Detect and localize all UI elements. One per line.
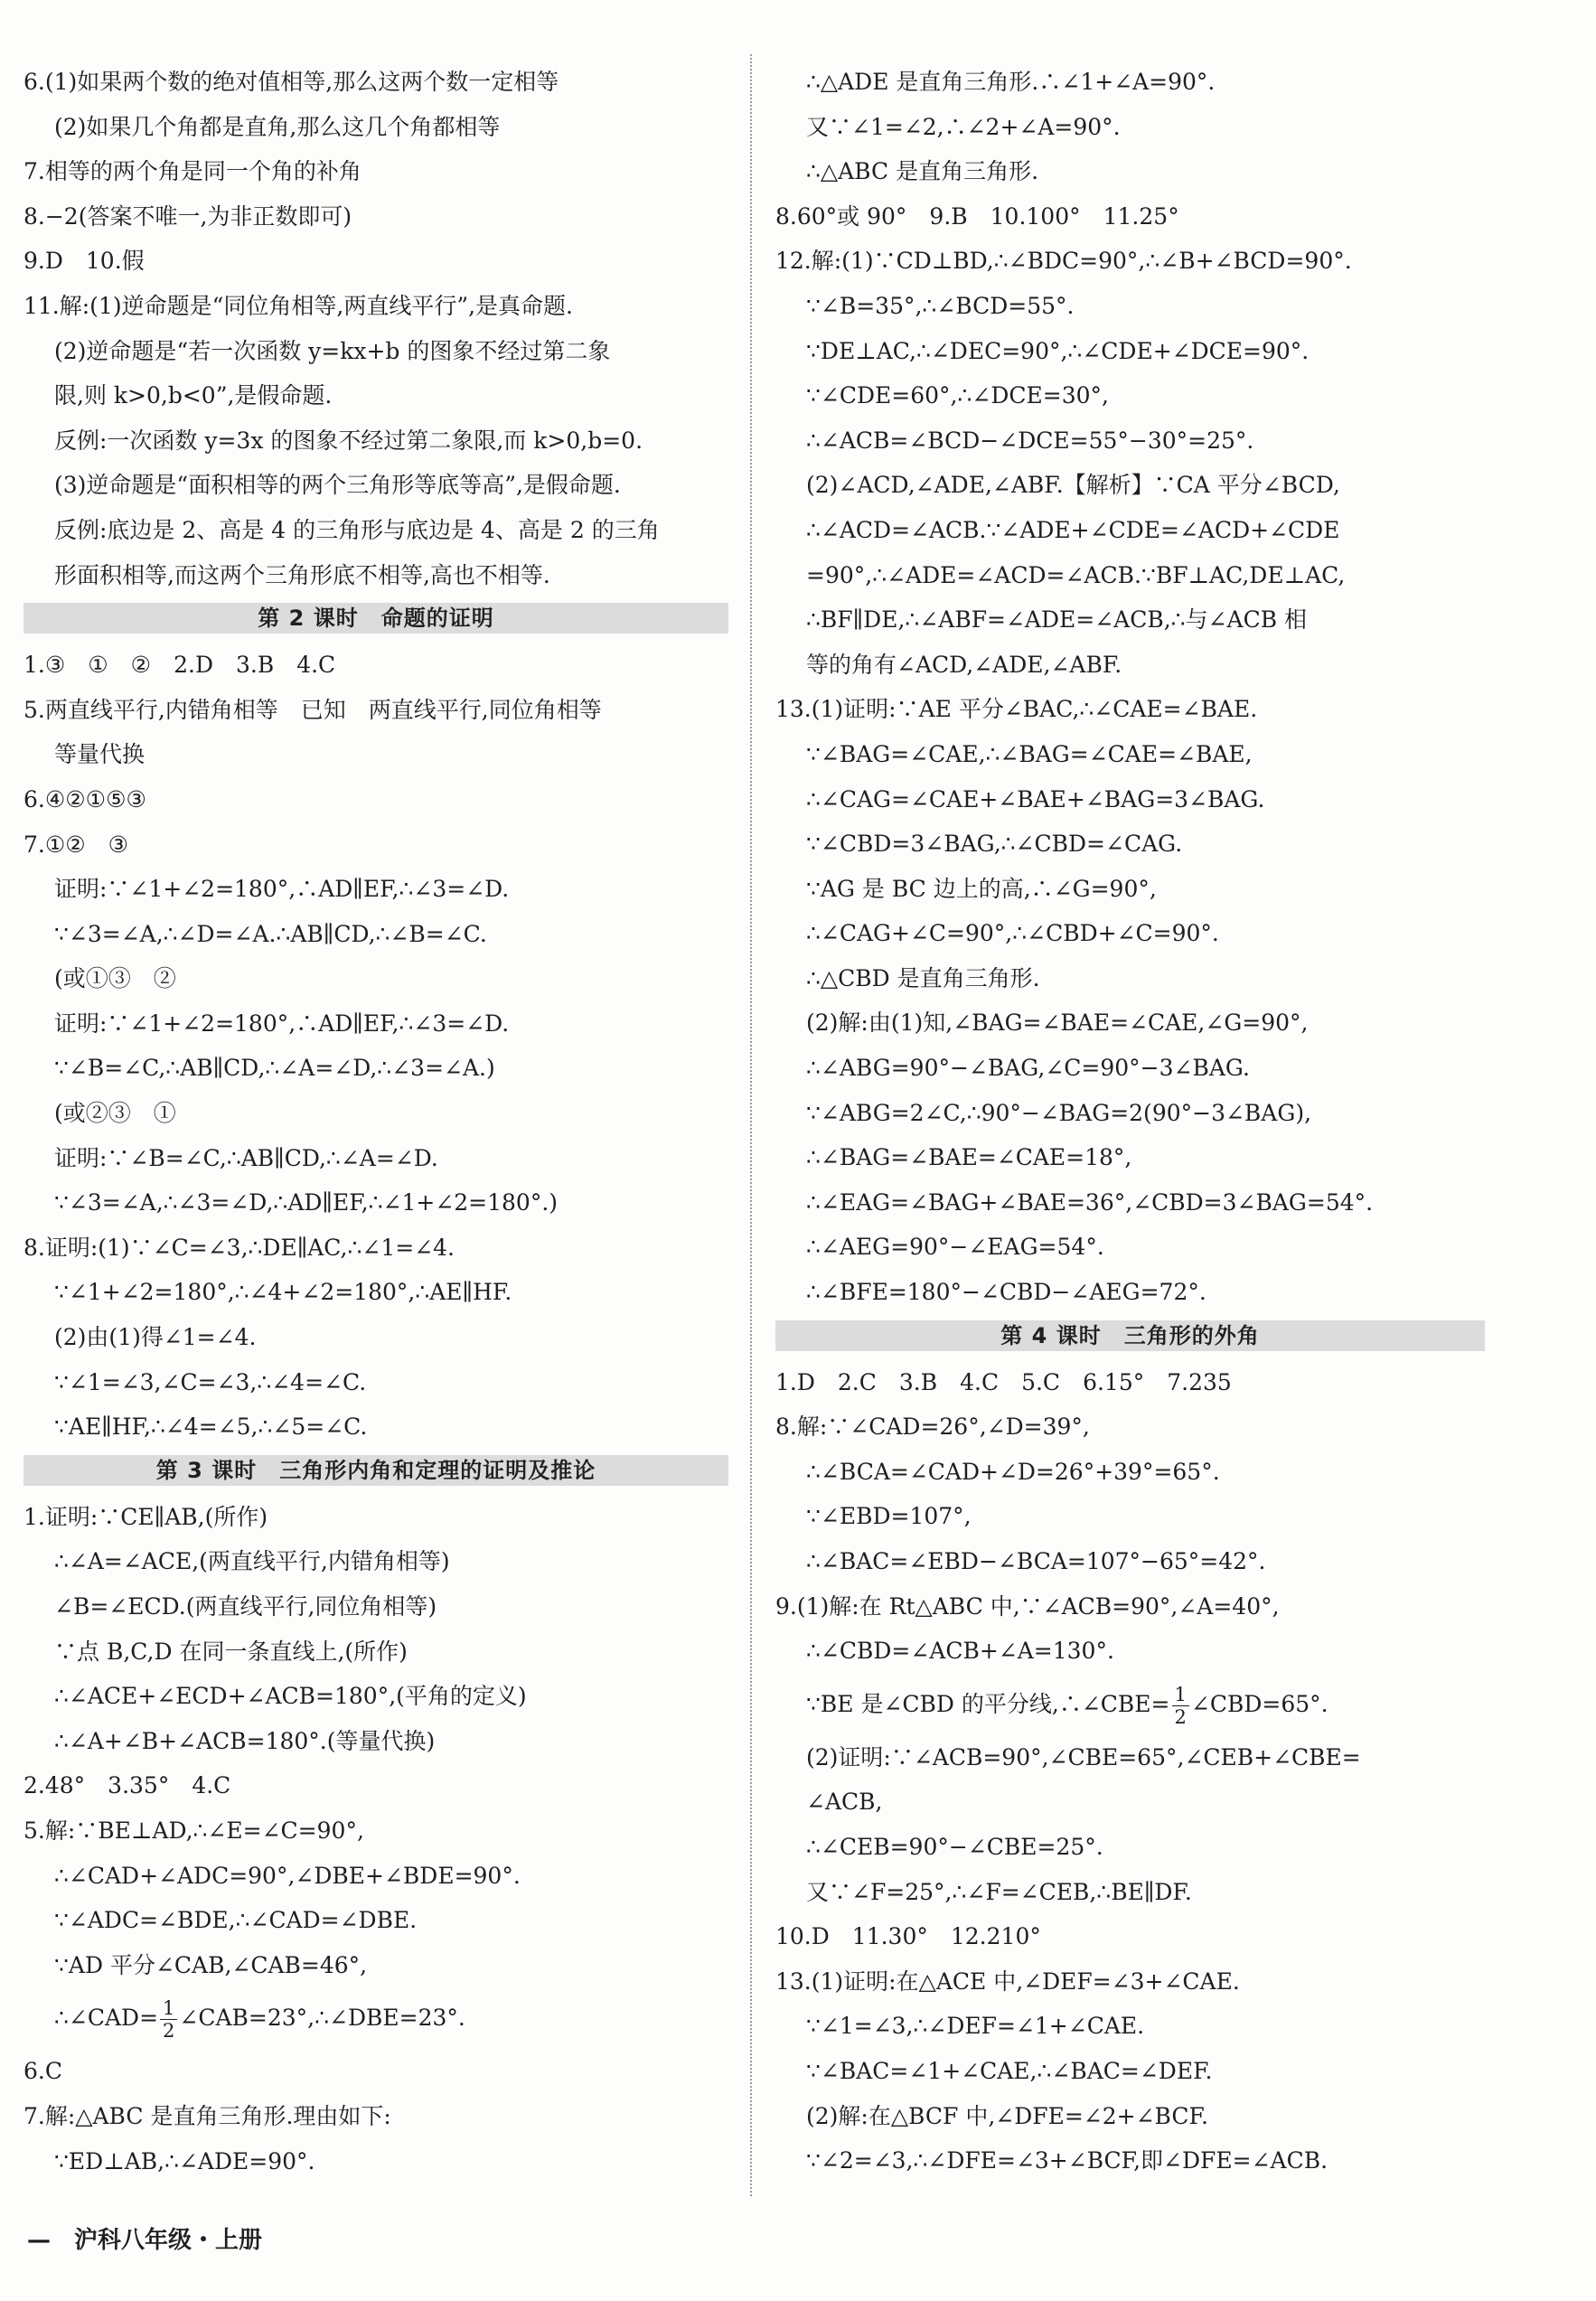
answer-line: ∴∠CAG=∠CAE+∠BAE+∠BAG=3∠BAG. (806, 785, 1265, 812)
answer-line: 等的角有∠ACD,∠ADE,∠ABF. (806, 651, 1122, 678)
answer-line: 9.D 10.假 (23, 248, 145, 275)
answer-line: =90°,∴∠ADE=∠ACD=∠ACB.∵BF⊥AC,DE⊥AC, (806, 561, 1346, 588)
answer-line: ∠ACB, (806, 1789, 883, 1816)
answer-line: ∴∠BAG=∠BAE=∠CAE=18°, (806, 1144, 1132, 1171)
answer-line: ∴∠AEG=90°−∠EAG=54°. (806, 1234, 1104, 1261)
answer-line: 证明:∵∠B=∠C,∴AB∥CD,∴∠A=∠D. (54, 1144, 438, 1171)
answer-line: (2)∠ACD,∠ADE,∠ABF.【解析】∵CA 平分∠BCD, (806, 472, 1340, 499)
answer-line: ∵∠ADC=∠BDE,∴∠CAD=∠DBE. (54, 1907, 418, 1934)
answer-line: 13.(1)证明:在△ACE 中,∠DEF=∠3+∠CAE. (775, 1968, 1240, 1995)
answer-line: ∠B=∠ECD.(两直线平行,同位角相等) (54, 1593, 437, 1620)
answer-line: ∴∠ACD=∠ACB.∵∠ADE+∠CDE=∠ACD+∠CDE (806, 516, 1340, 543)
answer-line: 又∵∠1=∠2,∴∠2+∠A=90°. (806, 113, 1121, 140)
answer-line: (或②③ ① (54, 1100, 176, 1127)
answer-line: ∵∠CBD=3∠BAG,∴∠CBD=∠CAG. (806, 831, 1183, 858)
right-column (775, 60, 1485, 2184)
answer-line: 8.证明:(1)∵∠C=∠3,∴DE∥AC,∴∠1=∠4. (23, 1234, 455, 1261)
answer-line: ∵∠EBD=107°, (806, 1503, 972, 1530)
fraction-line-prefix: ∴∠CAD= (54, 2005, 159, 2032)
answer-line: ∴△ADE 是直角三角形.∴∠1+∠A=90°. (806, 69, 1216, 95)
section-header-lesson-3: 第 3 课时 三角形内角和定理的证明及推论 (23, 1455, 728, 1486)
answer-line: 5.解:∵BE⊥AD,∴∠E=∠C=90°, (23, 1817, 364, 1844)
section-header-lesson-2: 第 2 课时 命题的证明 (23, 603, 728, 634)
answer-line: 8.60°或 90° 9.B 10.100° 11.25° (775, 202, 1179, 230)
answer-line: (3)逆命题是“面积相等的两个三角形等底等高”,是假命题. (54, 472, 621, 499)
answer-line-with-fraction (23, 1987, 728, 2049)
answer-line: 9.(1)解:在 Rt△ABC 中,∵∠ACB=90°,∠A=40°, (775, 1592, 1280, 1620)
answer-line: ∵AD 平分∠CAB,∠CAB=46°, (54, 1951, 368, 1978)
answer-line: ∴∠CBD=∠ACB+∠A=130°. (806, 1638, 1114, 1665)
answer-line: ∵∠3=∠A,∴∠D=∠A.∴AB∥CD,∴∠B=∠C. (54, 920, 487, 947)
answer-line: ∴∠A+∠B+∠ACB=180°.(等量代换) (54, 1727, 436, 1754)
fraction-line-suffix: ∠CBD=65°. (1190, 1690, 1328, 1717)
answer-line: ∴∠EAG=∠BAG+∠BAE=36°,∠CBD=3∠BAG=54°. (806, 1188, 1374, 1216)
answer-line: 1.证明:∵CE∥AB,(所作) (23, 1503, 268, 1530)
fraction-numerator: 1 (1172, 1684, 1189, 1706)
answer-line: ∵AG 是 BC 边上的高,∴∠G=90°, (806, 875, 1157, 902)
answer-line: (2)如果几个角都是直角,那么这几个角都相等 (54, 113, 501, 140)
answer-line: 1.D 2.C 3.B 4.C 5.C 6.15° 7.235 (775, 1368, 1232, 1395)
page-footer: — 沪科八年级・上册 (27, 2227, 263, 2254)
fraction-line-suffix: ∠CAB=23°,∴∠DBE=23°. (179, 2005, 465, 2032)
answer-line: 又∵∠F=25°,∴∠F=∠CEB,∴BE∥DF. (806, 1878, 1192, 1905)
answer-line: (或①③ ② (54, 965, 176, 992)
answer-line: (2)解:由(1)知,∠BAG=∠BAE=∠CAE,∠G=90°, (806, 1010, 1309, 1037)
answer-line: ∴∠CAD+∠ADC=90°,∠DBE+∠BDE=90°. (54, 1862, 521, 1889)
answer-line: 7.解:△ABC 是直角三角形.理由如下: (23, 2102, 391, 2129)
answer-line: ∴∠ACB=∠BCD−∠DCE=55°−30°=25°. (806, 427, 1254, 454)
answer-line: ∵∠2=∠3,∴∠DFE=∠3+∠BCF,即∠DFE=∠ACB. (806, 2147, 1328, 2174)
fraction-denominator: 2 (163, 2020, 175, 2043)
answer-line: 反例:底边是 2、高是 4 的三角形与底边是 4、高是 2 的三角 (54, 516, 660, 543)
answer-line: 7.①② ③ (23, 831, 129, 858)
answer-line: ∵∠B=∠C,∴AB∥CD,∴∠A=∠D,∴∠3=∠A.) (54, 1055, 495, 1082)
answer-line: ∴BF∥DE,∴∠ABF=∠ADE=∠ACB,∴与∠ACB 相 (806, 606, 1308, 634)
answer-line: 1.③ ① ② 2.D 3.B 4.C (23, 652, 336, 679)
left-column (23, 60, 728, 2184)
answer-line: ∴∠ACE+∠ECD+∠ACB=180°,(平角的定义) (54, 1683, 527, 1710)
answer-line: ∵AE∥HF,∴∠4=∠5,∴∠5=∠C. (54, 1413, 368, 1441)
answer-line: 证明:∵∠1+∠2=180°,∴AD∥EF,∴∠3=∠D. (54, 1010, 510, 1037)
answer-line: (2)证明:∵∠ACB=90°,∠CBE=65°,∠CEB+∠CBE= (806, 1743, 1361, 1770)
answer-line: ∵∠3=∠A,∴∠3=∠D,∴AD∥EF,∴∠1+∠2=180°.) (54, 1189, 559, 1216)
answer-line: 7.相等的两个角是同一个角的补角 (23, 158, 361, 185)
fraction-one-half (1172, 1684, 1189, 1728)
answer-line: ∵∠ABG=2∠C,∴90°−∠BAG=2(90°−3∠BAG), (806, 1099, 1312, 1126)
answer-line: ∵∠1=∠3,∴∠DEF=∠1+∠CAE. (806, 2013, 1145, 2040)
answer-line: ∴∠ABG=90°−∠BAG,∠C=90°−3∠BAG. (806, 1055, 1250, 1082)
answer-line: 形面积相等,而这两个三角形底不相等,高也不相等. (54, 561, 550, 588)
answer-line: 等量代换 (54, 741, 146, 768)
answer-line: ∴∠BAC=∠EBD−∠BCA=107°−65°=42°. (806, 1548, 1266, 1574)
answer-line: 8.解:∵∠CAD=26°,∠D=39°, (775, 1413, 1090, 1441)
answer-line: 13.(1)证明:∵AE 平分∠BAC,∴∠CAE=∠BAE. (775, 696, 1258, 723)
answer-line: 10.D 11.30° 12.210° (775, 1923, 1041, 1950)
answer-line: 6.④②①⑤③ (23, 785, 146, 812)
answer-line: 11.解:(1)逆命题是“同位角相等,两直线平行”,是真命题. (23, 292, 573, 319)
fraction-one-half (160, 1997, 177, 2042)
answer-line: ∴∠BCA=∠CAD+∠D=26°+39°=65°. (806, 1458, 1220, 1485)
answer-line: 12.解:(1)∵CD⊥BD,∴∠BDC=90°,∴∠B+∠BCD=90°. (775, 248, 1352, 275)
answer-line: ∴△ABC 是直角三角形. (806, 158, 1039, 185)
answer-line: 5.两直线平行,内错角相等 已知 两直线平行,同位角相等 (23, 696, 602, 723)
answer-line: (2)逆命题是“若一次函数 y=kx+b 的图象不经过第二象 (54, 337, 611, 364)
answer-line: ∵∠BAG=∠CAE,∴∠BAG=∠CAE=∠BAE, (806, 740, 1253, 767)
answer-line: ∴△CBD 是直角三角形. (806, 964, 1040, 991)
answer-line: 6.(1)如果两个数的绝对值相等,那么这两个数一定相等 (23, 69, 559, 95)
fraction-numerator: 1 (160, 1997, 177, 2020)
section-header-lesson-4: 第 4 课时 三角形的外角 (775, 1320, 1485, 1351)
answer-line: 证明:∵∠1+∠2=180°,∴AD∥EF,∴∠3=∠D. (54, 876, 510, 903)
answer-line: 2.48° 3.35° 4.C (23, 1772, 231, 1799)
answer-line: ∵点 B,C,D 在同一条直线上,(所作) (54, 1638, 408, 1665)
answer-line: ∵DE⊥AC,∴∠DEC=90°,∴∠CDE+∠DCE=90°. (806, 337, 1310, 364)
answer-line: ∵∠B=35°,∴∠BCD=55°. (806, 292, 1075, 319)
answer-line: ∵∠1=∠3,∠C=∠3,∴∠4=∠C. (54, 1368, 367, 1395)
answer-line: ∴∠BFE=180°−∠CBD−∠AEG=72°. (806, 1279, 1206, 1306)
answer-line: ∵∠BAC=∠1+∠CAE,∴∠BAC=∠DEF. (806, 2057, 1213, 2084)
answer-line-with-fraction (775, 1674, 1485, 1735)
answer-line: 8.−2(答案不唯一,为非正数即可) (23, 202, 352, 230)
column-divider (750, 54, 752, 2196)
answer-line: (2)解:在△BCF 中,∠DFE=∠2+∠BCF. (806, 2102, 1208, 2129)
answer-line: ∵∠CDE=60°,∴∠DCE=30°, (806, 382, 1109, 409)
fraction-line-prefix: ∵BE 是∠CBD 的平分线,∴∠CBE= (806, 1690, 1170, 1717)
answer-line: ∴∠CEB=90°−∠CBE=25°. (806, 1833, 1103, 1860)
answer-line: 限,则 k>0,b<0”,是假命题. (54, 382, 333, 409)
answer-line: ∴∠CAG+∠C=90°,∴∠CBD+∠C=90°. (806, 920, 1219, 947)
answer-line: ∵ED⊥AB,∴∠ADE=90°. (54, 2147, 315, 2174)
answer-line: ∵∠1+∠2=180°,∴∠4+∠2=180°,∴AE∥HF. (54, 1279, 512, 1306)
answer-line: 6.C (23, 2058, 62, 2085)
answer-line: 反例:一次函数 y=3x 的图象不经过第二象限,而 k>0,b=0. (54, 427, 643, 454)
fraction-denominator: 2 (1174, 1705, 1187, 1728)
answer-line: ∴∠A=∠ACE,(两直线平行,内错角相等) (54, 1548, 450, 1575)
answer-line: (2)由(1)得∠1=∠4. (54, 1324, 257, 1351)
